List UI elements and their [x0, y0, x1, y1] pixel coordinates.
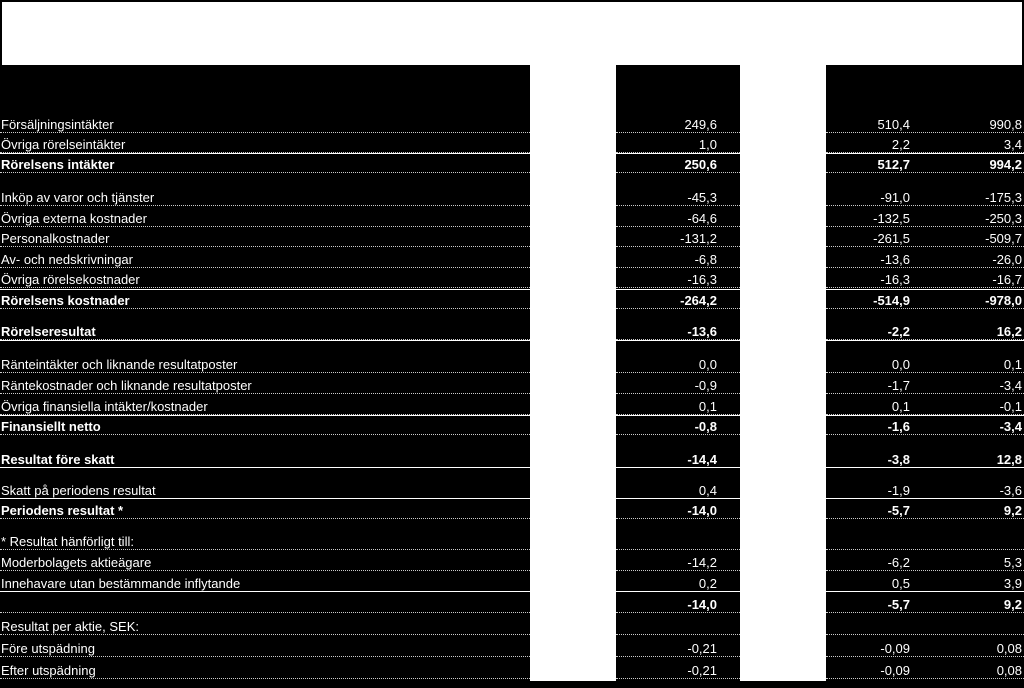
row-dotted-leader	[826, 372, 1024, 373]
row-label: Ränteintäkter och liknande resultatposter	[1, 357, 238, 372]
row-dotted-leader	[616, 267, 740, 268]
row-value-col2: -1,6	[887, 419, 910, 434]
table-row	[0, 535, 1024, 549]
table-row	[0, 556, 1024, 570]
row-value-col2: 2,2	[891, 137, 910, 152]
row-value-col2: -5,7	[887, 503, 910, 518]
table-row	[0, 232, 1024, 246]
table-row	[0, 379, 1024, 393]
row-dotted-leader	[826, 226, 1024, 227]
row-value-col3: 9,2	[1003, 503, 1022, 518]
row-value-col3: -26,0	[992, 252, 1022, 267]
row-dotted-leader	[826, 570, 1024, 571]
row-value-col1: -14,4	[687, 452, 717, 467]
row-value-col3: 9,2	[1003, 597, 1022, 612]
row-dotted-leader	[616, 634, 740, 635]
row-value-col1: -14,0	[687, 503, 717, 518]
row-value-col1: -64,6	[687, 211, 717, 226]
row-value-col2: -132,5	[873, 211, 910, 226]
table-row	[0, 158, 1024, 172]
row-value-col3: 0,1	[1003, 357, 1022, 372]
row-dotted-leader	[0, 612, 530, 613]
row-dotted-leader	[826, 518, 1024, 519]
row-value-col2: 510,4	[877, 117, 910, 132]
table-row	[0, 294, 1024, 308]
row-dotted-leader	[826, 656, 1024, 657]
row-label: Övriga rörelsekostnader	[1, 272, 140, 287]
row-dotted-leader	[0, 549, 530, 550]
row-dotted-leader	[616, 549, 740, 550]
row-dotted-leader	[616, 656, 740, 657]
row-dotted-leader	[826, 267, 1024, 268]
row-value-col1: -264,2	[680, 293, 717, 308]
table-row	[0, 620, 1024, 634]
table-row	[0, 212, 1024, 226]
row-dotted-leader	[826, 287, 1024, 288]
row-value-col3: -175,3	[985, 190, 1022, 205]
row-label: Innehavare utan bestämmande inflytande	[1, 576, 241, 591]
section-rule	[0, 340, 1024, 341]
row-dotted-leader	[0, 132, 530, 133]
row-value-col2: -5,7	[887, 597, 910, 612]
table-row	[0, 253, 1024, 267]
row-value-col3: 5,3	[1003, 555, 1022, 570]
row-dotted-leader	[826, 172, 1024, 173]
row-value-col1: -0,21	[687, 641, 717, 656]
row-value-col1: 250,6	[684, 157, 717, 172]
row-dotted-leader	[0, 205, 530, 206]
row-value-col3: 0,08	[996, 663, 1022, 678]
row-value-col2: -16,3	[880, 272, 910, 287]
table-row	[0, 484, 1024, 498]
row-value-col2: 0,0	[891, 357, 910, 372]
row-dotted-leader	[616, 287, 740, 288]
row-label: Personalkostnader	[1, 231, 110, 246]
row-value-col2: -1,9	[887, 483, 910, 498]
row-dotted-leader	[616, 308, 740, 309]
row-dotted-leader	[0, 246, 530, 247]
row-value-col1: -131,2	[680, 231, 717, 246]
row-value-col1: -0,21	[687, 663, 717, 678]
row-value-col3: 16,2	[996, 324, 1022, 339]
row-dotted-leader	[616, 372, 740, 373]
section-rule	[0, 415, 1024, 416]
row-value-col2: -6,2	[887, 555, 910, 570]
row-dotted-leader	[616, 132, 740, 133]
row-dotted-leader	[616, 393, 740, 394]
table-row	[0, 191, 1024, 205]
row-label: Skatt på periodens resultat	[1, 483, 156, 498]
row-label: Rörelsens intäkter	[1, 157, 115, 172]
row-value-col1: -13,6	[687, 324, 717, 339]
row-value-col1: -16,3	[687, 272, 717, 287]
row-dotted-leader	[616, 172, 740, 173]
row-dotted-leader	[0, 434, 530, 435]
row-value-col1: -6,8	[694, 252, 717, 267]
table-row	[0, 400, 1024, 414]
row-value-col1: -0,9	[694, 378, 717, 393]
section-rule	[0, 498, 1024, 499]
row-label: Finansiellt netto	[1, 419, 101, 434]
row-label: Övriga finansiella intäkter/kostnader	[1, 399, 208, 414]
row-value-col3: -3,4	[999, 378, 1022, 393]
table-row	[0, 453, 1024, 467]
row-label: Rörelsens kostnader	[1, 293, 130, 308]
row-value-col1: -14,2	[687, 555, 717, 570]
row-value-col3: 3,9	[1003, 576, 1022, 591]
row-dotted-leader	[826, 678, 1024, 679]
row-dotted-leader	[0, 570, 530, 571]
row-value-col1: 0,4	[698, 483, 717, 498]
row-dotted-leader	[0, 267, 530, 268]
row-value-col3: 994,2	[989, 157, 1022, 172]
row-value-col1: 249,6	[684, 117, 717, 132]
row-value-col1: 1,0	[698, 137, 717, 152]
row-label: Resultat per aktie, SEK:	[1, 619, 140, 634]
row-value-col3: -3,6	[999, 483, 1022, 498]
row-dotted-leader	[616, 678, 740, 679]
row-value-col3: -509,7	[985, 231, 1022, 246]
row-label: Rörelseresultat	[1, 324, 96, 339]
row-value-col2: -514,9	[873, 293, 910, 308]
row-dotted-leader	[826, 612, 1024, 613]
row-dotted-leader	[826, 393, 1024, 394]
table-row	[0, 577, 1024, 591]
section-rule	[0, 591, 1024, 592]
row-label: Efter utspädning	[1, 663, 96, 678]
section-rule	[0, 467, 1024, 468]
row-label: Moderbolagets aktieägare	[1, 555, 152, 570]
row-value-col3: 12,8	[996, 452, 1022, 467]
row-value-col2: 0,5	[891, 576, 910, 591]
row-label: Före utspädning	[1, 641, 95, 656]
row-value-col3: -250,3	[985, 211, 1022, 226]
table-row	[0, 504, 1024, 518]
row-label: Övriga rörelseintäkter	[1, 137, 126, 152]
row-value-col3: -16,7	[992, 272, 1022, 287]
table-row	[0, 138, 1024, 152]
table-row	[0, 420, 1024, 434]
row-value-col3: 3,4	[1003, 137, 1022, 152]
row-value-col2: 512,7	[877, 157, 910, 172]
row-label: Resultat före skatt	[1, 452, 115, 467]
row-value-col2: -261,5	[873, 231, 910, 246]
row-label: Periodens resultat *	[1, 503, 124, 518]
row-value-col3: -3,4	[999, 419, 1022, 434]
row-dotted-leader	[616, 434, 740, 435]
table-row	[0, 358, 1024, 372]
row-value-col3: -978,0	[985, 293, 1022, 308]
row-dotted-leader	[0, 634, 530, 635]
row-value-col2: -2,2	[887, 324, 910, 339]
row-dotted-leader	[826, 132, 1024, 133]
row-value-col1: -45,3	[687, 190, 717, 205]
row-value-col2: -1,7	[887, 378, 910, 393]
row-dotted-leader	[0, 678, 530, 679]
row-dotted-leader	[826, 205, 1024, 206]
row-label: Inköp av varor och tjänster	[1, 190, 155, 205]
row-value-col1: 0,1	[698, 399, 717, 414]
table-row	[0, 273, 1024, 287]
row-dotted-leader	[826, 308, 1024, 309]
row-label: Övriga externa kostnader	[1, 211, 147, 226]
row-value-col1: 0,0	[698, 357, 717, 372]
row-dotted-leader	[826, 434, 1024, 435]
row-value-col3: 990,8	[989, 117, 1022, 132]
row-dotted-leader	[0, 308, 530, 309]
row-value-col1: -0,8	[694, 419, 717, 434]
header-band	[2, 2, 1022, 65]
row-dotted-leader	[616, 226, 740, 227]
row-dotted-leader	[616, 246, 740, 247]
row-value-col1: -14,0	[687, 597, 717, 612]
row-dotted-leader	[0, 287, 530, 288]
table-row	[0, 118, 1024, 132]
table-row	[0, 642, 1024, 656]
row-value-col2: -3,8	[887, 452, 910, 467]
row-label: Räntekostnader och liknande resultatposter	[1, 378, 252, 393]
row-value-col2: -13,6	[880, 252, 910, 267]
row-label: Av- och nedskrivningar	[1, 252, 133, 267]
row-dotted-leader	[616, 518, 740, 519]
row-dotted-leader	[616, 612, 740, 613]
table-row	[0, 598, 1024, 612]
row-dotted-leader	[826, 634, 1024, 635]
row-value-col3: 0,08	[996, 641, 1022, 656]
row-label: Försäljningsintäkter	[1, 117, 114, 132]
row-value-col2: 0,1	[891, 399, 910, 414]
row-dotted-leader	[0, 656, 530, 657]
row-label: * Resultat hänförligt till:	[1, 534, 134, 549]
row-dotted-leader	[616, 205, 740, 206]
section-rule	[0, 289, 1024, 290]
row-value-col2: -0,09	[880, 641, 910, 656]
row-value-col3: -0,1	[999, 399, 1022, 414]
section-rule	[0, 153, 1024, 154]
row-value-col1: 0,2	[698, 576, 717, 591]
table-row	[0, 325, 1024, 339]
row-dotted-leader	[0, 226, 530, 227]
row-dotted-leader	[0, 393, 530, 394]
row-value-col2: -0,09	[880, 663, 910, 678]
row-dotted-leader	[826, 549, 1024, 550]
row-dotted-leader	[0, 518, 530, 519]
row-value-col2: -91,0	[880, 190, 910, 205]
row-dotted-leader	[616, 570, 740, 571]
row-dotted-leader	[0, 372, 530, 373]
table-row	[0, 664, 1024, 678]
row-dotted-leader	[826, 246, 1024, 247]
row-dotted-leader	[0, 172, 530, 173]
